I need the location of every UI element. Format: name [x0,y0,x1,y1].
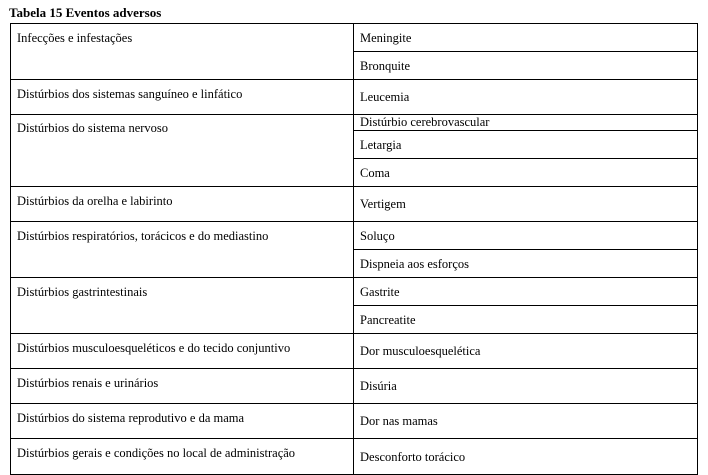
system-organ-class-cell: Distúrbios renais e urinários [11,369,354,404]
adverse-event-cell: Dispneia aos esforços [354,250,698,278]
adverse-event-cell: Soluço [354,222,698,250]
adverse-event-cell: Disúria [354,369,698,404]
table-row [11,24,698,52]
system-organ-class-cell: Distúrbios gastrintestinais [11,278,354,334]
adverse-event-cell: Vertigem [354,187,698,222]
adverse-event-cell: Pancreatite [354,306,698,334]
table-row [11,404,698,439]
system-organ-class-cell: Distúrbios respiratórios, torácicos e do mediastino [11,222,354,278]
adverse-event-cell: Letargia [354,131,698,159]
adverse-event-cell: Distúrbio cerebrovascular [354,115,698,131]
table-row [11,369,698,404]
table-row [11,187,698,222]
adverse-event-cell: Coma [354,159,698,187]
system-organ-class-cell: Distúrbios dos sistemas sanguíneo e linfático [11,80,354,115]
system-organ-class-cell: Distúrbios da orelha e labirinto [11,187,354,222]
adverse-event-cell: Desconforto torácico [354,439,698,475]
table-row [11,115,698,131]
system-organ-class-cell: Distúrbios gerais e condições no local de administração [11,439,354,475]
system-organ-class-cell: Distúrbios musculoesqueléticos e do tecido conjuntivo [11,334,354,369]
adverse-event-cell: Meningite [354,24,698,52]
adverse-event-cell: Bronquite [354,52,698,80]
table-row [11,334,698,369]
table-row [11,439,698,475]
adverse-event-cell: Dor nas mamas [354,404,698,439]
adverse-events-table [10,23,698,475]
table-row [11,222,698,250]
adverse-event-cell: Leucemia [354,80,698,115]
system-organ-class-cell: Infecções e infestações [11,24,354,80]
system-organ-class-cell: Distúrbios do sistema nervoso [11,115,354,187]
table-caption: Tabela 15 Eventos adversos [9,5,162,20]
adverse-event-cell: Dor musculoesquelética [354,334,698,369]
adverse-event-cell: Gastrite [354,278,698,306]
table-row [11,80,698,115]
system-organ-class-cell: Distúrbios do sistema reprodutivo e da mama [11,404,354,439]
table-row [11,278,698,306]
